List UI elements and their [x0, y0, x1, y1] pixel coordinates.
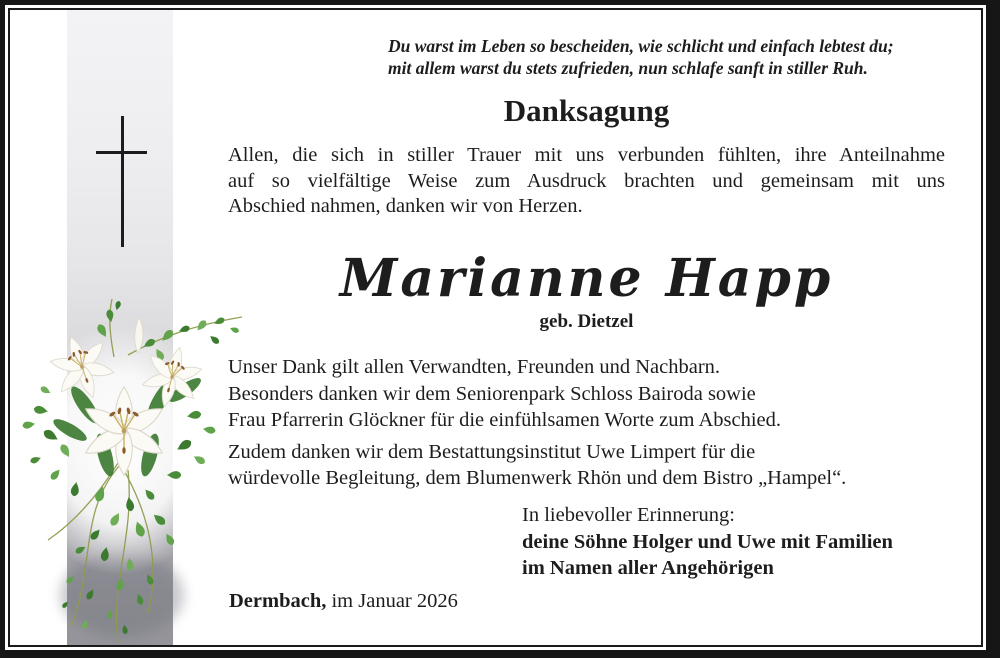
intro-line: auf so vielfältige Weise zum Ausdruck brachten und gemeinsam mit uns — [228, 169, 945, 192]
thanks-line: Besonders danken wir dem Seniorenpark Schloss Bairoda sowie — [228, 382, 756, 405]
thanks-line: Frau Pfarrerin Glöckner für die einfühlsamen Worte zum Abschied. — [228, 409, 782, 431]
thanks-line: Zudem danken wir dem Bestattungsinstitut Uwe Limpert für die — [228, 441, 756, 463]
deceased-name: Marianne Happ — [339, 248, 834, 309]
frame-white-line — [5, 5, 986, 650]
place-name: Dermbach, — [229, 590, 327, 612]
notice-page — [8, 8, 983, 647]
intro-line: Allen, die sich in stiller Trauer mit uns verbunden fühlten, ihre Anteilnahme — [228, 144, 945, 166]
date-text: im Januar 2026 — [331, 590, 458, 612]
funeral-thanks-paragraph — [228, 439, 945, 491]
mourners-line: im Namen aller Angehörigen — [522, 557, 774, 579]
dateline — [229, 590, 458, 613]
intro-line: Abschied nahmen, danken wir von Herzen. — [228, 195, 583, 217]
memory-intro: In liebevoller Erinnerung: — [522, 504, 735, 526]
intro-paragraph — [228, 143, 945, 220]
quote-line: mit allem warst du stets zufrieden, nun schlafe sanft in stiller Ruh. — [388, 58, 868, 78]
maiden-name: geb. Dietzel — [539, 311, 634, 332]
thanks-line: würdevolle Begleitung, dem Blumenwerk Rhön und dem Bistro „Hampel“. — [228, 467, 847, 489]
memory-block — [522, 502, 893, 582]
top-quote — [388, 35, 958, 79]
flower-bouquet-image — [10, 295, 250, 645]
thanks-paragraph — [228, 354, 945, 434]
mourners-line: deine Söhne Holger und Uwe mit Familien — [522, 530, 893, 553]
quote-line: Du warst im Leben so bescheiden, wie schlicht und einfach lebtest du; — [388, 36, 894, 56]
thanks-line: Unser Dank gilt allen Verwandten, Freunden und Nachbarn. — [228, 356, 721, 378]
page-title: Danksagung — [503, 93, 670, 128]
